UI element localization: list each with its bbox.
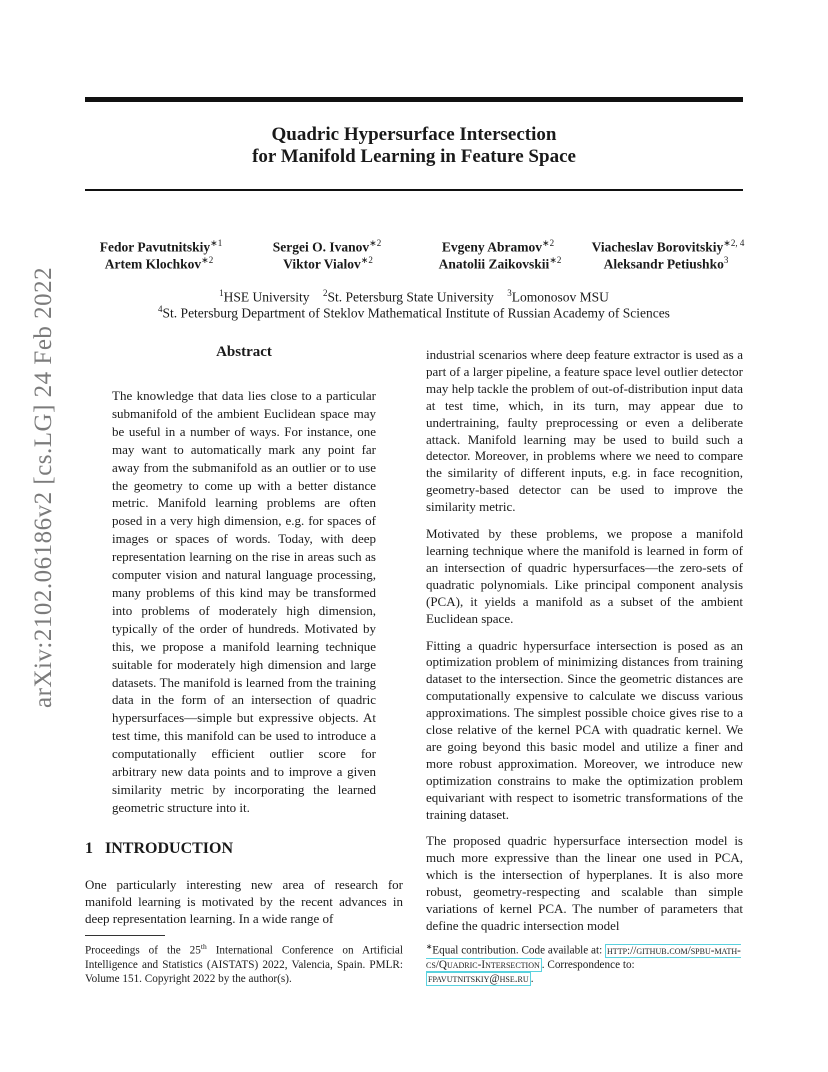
footnote-sup: th [200, 942, 207, 951]
proceedings-footnote [85, 940, 403, 986]
arxiv-identifier: arXiv:2102.06186v2 [cs.LG] 24 Feb 2022 [30, 266, 57, 708]
footnote-text: . [530, 972, 534, 985]
paragraph: Motivated by these problems, we propose a manifold learning technique where the manifold is learned in form of an intersection of quadric hypersurfaces—the zero-sets of quadratic polynomials. Like principal component analysis (PCA), it yields a manifold as a subset of the ambient Euclidean space. [426, 526, 743, 626]
footnote-text: Equal contribution. Code available at: [432, 944, 606, 957]
title-top-rule [85, 97, 743, 102]
title-line-1: Quadric Hypersurface Intersection [271, 124, 557, 145]
author-name: Artem Klochkov [104, 256, 202, 272]
affiliation: HSE University [223, 289, 310, 305]
footnote-text: . Correspondence to: [541, 958, 635, 971]
title-bottom-rule [85, 189, 743, 191]
section-heading-introduction [85, 840, 233, 858]
intro-left-column [85, 877, 403, 938]
affil-mark: 2 [322, 288, 328, 298]
paragraph: One particularly interesting new area of research for manifold learning is motivated by the recent advances in deep representation learning. In a wide range of [85, 877, 403, 926]
author-affil-mark: ∗1 [210, 238, 223, 248]
author [94, 251, 224, 274]
correspondence-email-link[interactable]: fpavutnitskiy@hse.ru [428, 972, 529, 985]
paragraph: The proposed quadric hypersurface intersection model is much more expressive than the linear one used in PCA, which is the intersection of hyperplanes. It is also more robust, geometry-respecting and scalable than simple variations of kernel PCA. The number of parameters that define the quadric intersection model [426, 833, 743, 933]
author-affil-mark: ∗2 [549, 255, 562, 265]
affil-mark: 3 [507, 288, 512, 298]
affiliation: St. Petersburg State University [327, 289, 494, 305]
paper-title [85, 124, 743, 168]
equal-contribution-footnote [426, 940, 743, 986]
affiliation: Lomonosov MSU [511, 289, 609, 305]
affiliations-line-2 [85, 301, 743, 322]
paragraph: industrial scenarios where deep feature extractor is used as a part of a larger pipeline, a feature space level outlier detector may help tackle the problem of out-of-distribution input data at test time, which, in its turn, may appear due to undertraining, faulty preprocessing or even a deliberate attack. Manifold learning may be used to build such a detector. Moreover, in problems where we need to compare the similarity of different inputs, e.g. in face recognition, geometry-based detector can be used to improve the similarity metric. [426, 347, 743, 515]
paragraph: Fitting a quadric hypersurface intersection is posed as an optimization problem of minimizing distances from training dataset to the intersection. Since the geometric distances are computationally expensive to calculate we discuss various approximations. The simplest possible choice gives rise to a close relative of the kernel PCA with quadratic kernel. We are going beyond this basic model and utilize a finer and more robust approximation. Moreover, we introduce new optimization constrains to make the optimization problem equivariant with respect to isometric transformations of the training dataset. [426, 637, 743, 822]
author-affil-mark: ∗2 [542, 238, 555, 248]
author-name: Evgeny Abramov [441, 239, 543, 255]
author [590, 251, 742, 274]
abstract-body: The knowledge that data lies close to a particular submanifold of the ambient Euclidean space may be useful in a number of ways. For instance, one may want to automatically mark any point far away from the submanifold as an outlier or to use the geometry to come up with a better distance metric. Manifold learning problems are often posed in a very high dimension, e.g. for spaces of images or spaces of words. Today, with deep representation learning on the rise in areas such as computer vision and natural language processing, many problems of this kind may be transformed into problems of moderately high dimension, typically of the order of hundreds. Motivated by this, we propose a manifold learning technique suitable for moderately high dimension and large datasets. The manifold is learned from the training data in the form of an intersection of quadric hypersurfaces—simple but expressive objects. At test time, this manifold can be used to introduce a computationally efficient outlier score for arbitrary new data points and to improve a given similarity metric by incorporating the learned geometric structure into it. [112, 388, 376, 815]
author-name: Anatolii Zaikovskii [438, 256, 550, 272]
author-affil-mark: ∗2 [369, 238, 382, 248]
title-line-2: for Manifold Learning in Feature Space [252, 146, 576, 167]
author-name: Sergei O. Ivanov [272, 239, 370, 255]
affiliation: St. Petersburg Department of Steklov Mathematical Institute of Russian Academy of Sciences [162, 305, 670, 321]
footnote-rule [85, 935, 165, 936]
author-affil-mark: 3 [723, 255, 729, 265]
section-title: INTRODUCTION [105, 840, 234, 857]
author-name: Fedor Pavutnitskiy [99, 239, 211, 255]
author-affil-mark: ∗2 [201, 255, 214, 265]
author [428, 251, 572, 274]
section-number: 1 [85, 840, 93, 857]
author [272, 251, 384, 274]
author-name: Viktor Vialov [283, 256, 361, 272]
affil-mark: 4 [158, 304, 163, 314]
code-repository-link[interactable]: http://github.com/spbu-math-cs/Quadric-Intersection [426, 944, 741, 971]
author-affil-mark: ∗2 [360, 255, 373, 265]
author-affil-mark: ∗2, 4 [723, 238, 745, 248]
author-name: Aleksandr Petiushko [603, 256, 724, 272]
author-name: Viacheslav Borovitskiy [591, 239, 724, 255]
footnote-text: Proceedings of the 25 [85, 944, 201, 957]
affil-mark: 1 [219, 288, 224, 298]
abstract-heading: Abstract [216, 344, 272, 360]
footnote-sup: ∗ [426, 942, 433, 951]
footnote-text: International Conference on Artificial Intelligence and Statistics (AISTATS) 2022, Valencia, Spain. PMLR: Volume 151. Copyright 2022 by the author(s). [85, 944, 403, 985]
intro-right-column [426, 347, 743, 945]
